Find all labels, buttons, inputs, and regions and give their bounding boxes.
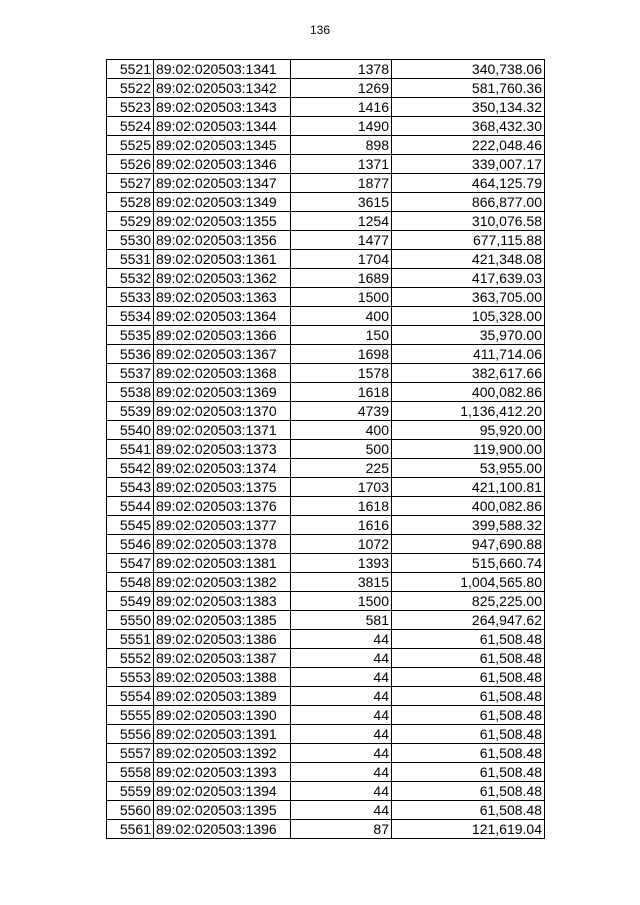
cadastral-value-table xyxy=(106,59,545,839)
area-cell: 1877 xyxy=(291,174,392,193)
area-cell: 1704 xyxy=(291,250,392,269)
cadastral-value-cell: 95,920.00 xyxy=(392,421,545,440)
cadastral-number-cell: 89:02:020503:1371 xyxy=(154,421,291,440)
cadastral-number-cell: 89:02:020503:1369 xyxy=(154,383,291,402)
table-row xyxy=(107,60,545,79)
row-number-cell: 5536 xyxy=(107,345,154,364)
row-number-cell: 5524 xyxy=(107,117,154,136)
table-row xyxy=(107,79,545,98)
row-number-cell: 5541 xyxy=(107,440,154,459)
cadastral-number-cell: 89:02:020503:1382 xyxy=(154,573,291,592)
cadastral-number-cell: 89:02:020503:1386 xyxy=(154,630,291,649)
area-cell: 3815 xyxy=(291,573,392,592)
area-cell: 44 xyxy=(291,801,392,820)
cadastral-value-cell: 515,660.74 xyxy=(392,554,545,573)
area-cell: 581 xyxy=(291,611,392,630)
cadastral-number-cell: 89:02:020503:1362 xyxy=(154,269,291,288)
cadastral-value-cell: 119,900.00 xyxy=(392,440,545,459)
area-cell: 44 xyxy=(291,649,392,668)
row-number-cell: 5554 xyxy=(107,687,154,706)
cadastral-number-cell: 89:02:020503:1347 xyxy=(154,174,291,193)
row-number-cell: 5560 xyxy=(107,801,154,820)
cadastral-value-cell: 61,508.48 xyxy=(392,801,545,820)
row-number-cell: 5538 xyxy=(107,383,154,402)
cadastral-value-cell: 310,076.58 xyxy=(392,212,545,231)
area-cell: 1269 xyxy=(291,79,392,98)
cadastral-number-cell: 89:02:020503:1374 xyxy=(154,459,291,478)
cadastral-value-cell: 61,508.48 xyxy=(392,630,545,649)
cadastral-number-cell: 89:02:020503:1387 xyxy=(154,649,291,668)
table-body xyxy=(107,60,545,839)
cadastral-value-cell: 866,877.00 xyxy=(392,193,545,212)
cadastral-value-cell: 421,100.81 xyxy=(392,478,545,497)
table-row xyxy=(107,117,545,136)
row-number-cell: 5561 xyxy=(107,820,154,839)
row-number-cell: 5540 xyxy=(107,421,154,440)
table-row xyxy=(107,136,545,155)
row-number-cell: 5544 xyxy=(107,497,154,516)
cadastral-number-cell: 89:02:020503:1391 xyxy=(154,725,291,744)
cadastral-number-cell: 89:02:020503:1370 xyxy=(154,402,291,421)
row-number-cell: 5543 xyxy=(107,478,154,497)
table-row xyxy=(107,611,545,630)
table-row xyxy=(107,592,545,611)
area-cell: 44 xyxy=(291,668,392,687)
table-row xyxy=(107,326,545,345)
cadastral-number-cell: 89:02:020503:1392 xyxy=(154,744,291,763)
table-row xyxy=(107,307,545,326)
cadastral-value-cell: 399,588.32 xyxy=(392,516,545,535)
table-row xyxy=(107,820,545,839)
cadastral-value-cell: 61,508.48 xyxy=(392,744,545,763)
area-cell: 225 xyxy=(291,459,392,478)
row-number-cell: 5546 xyxy=(107,535,154,554)
area-cell: 4739 xyxy=(291,402,392,421)
table-row xyxy=(107,554,545,573)
area-cell: 44 xyxy=(291,744,392,763)
area-cell: 1371 xyxy=(291,155,392,174)
cadastral-value-cell: 61,508.48 xyxy=(392,706,545,725)
area-cell: 1416 xyxy=(291,98,392,117)
table-row xyxy=(107,687,545,706)
area-cell: 1500 xyxy=(291,288,392,307)
cadastral-number-cell: 89:02:020503:1375 xyxy=(154,478,291,497)
area-cell: 1703 xyxy=(291,478,392,497)
cadastral-number-cell: 89:02:020503:1355 xyxy=(154,212,291,231)
table-row xyxy=(107,155,545,174)
table-row xyxy=(107,782,545,801)
table-row xyxy=(107,440,545,459)
cadastral-number-cell: 89:02:020503:1376 xyxy=(154,497,291,516)
cadastral-number-cell: 89:02:020503:1390 xyxy=(154,706,291,725)
cadastral-value-cell: 339,007.17 xyxy=(392,155,545,174)
cadastral-value-cell: 363,705.00 xyxy=(392,288,545,307)
row-number-cell: 5556 xyxy=(107,725,154,744)
table-row xyxy=(107,478,545,497)
cadastral-number-cell: 89:02:020503:1368 xyxy=(154,364,291,383)
table-row xyxy=(107,212,545,231)
cadastral-number-cell: 89:02:020503:1356 xyxy=(154,231,291,250)
area-cell: 3615 xyxy=(291,193,392,212)
row-number-cell: 5529 xyxy=(107,212,154,231)
row-number-cell: 5557 xyxy=(107,744,154,763)
cadastral-value-cell: 105,328.00 xyxy=(392,307,545,326)
table-row xyxy=(107,573,545,592)
cadastral-number-cell: 89:02:020503:1377 xyxy=(154,516,291,535)
cadastral-number-cell: 89:02:020503:1345 xyxy=(154,136,291,155)
cadastral-value-cell: 947,690.88 xyxy=(392,535,545,554)
cadastral-number-cell: 89:02:020503:1363 xyxy=(154,288,291,307)
cadastral-value-cell: 222,048.46 xyxy=(392,136,545,155)
table-row xyxy=(107,383,545,402)
area-cell: 400 xyxy=(291,307,392,326)
cadastral-value-cell: 421,348.08 xyxy=(392,250,545,269)
area-cell: 44 xyxy=(291,725,392,744)
cadastral-value-cell: 825,225.00 xyxy=(392,592,545,611)
area-cell: 44 xyxy=(291,706,392,725)
table-row xyxy=(107,763,545,782)
row-number-cell: 5522 xyxy=(107,79,154,98)
cadastral-number-cell: 89:02:020503:1385 xyxy=(154,611,291,630)
cadastral-value-cell: 61,508.48 xyxy=(392,725,545,744)
table-row xyxy=(107,364,545,383)
row-number-cell: 5551 xyxy=(107,630,154,649)
table-row xyxy=(107,269,545,288)
area-cell: 1616 xyxy=(291,516,392,535)
table-row xyxy=(107,98,545,117)
area-cell: 1689 xyxy=(291,269,392,288)
table-row xyxy=(107,345,545,364)
cadastral-number-cell: 89:02:020503:1396 xyxy=(154,820,291,839)
row-number-cell: 5552 xyxy=(107,649,154,668)
row-number-cell: 5533 xyxy=(107,288,154,307)
row-number-cell: 5535 xyxy=(107,326,154,345)
table-row xyxy=(107,535,545,554)
table-row xyxy=(107,516,545,535)
cadastral-value-cell: 264,947.62 xyxy=(392,611,545,630)
area-cell: 400 xyxy=(291,421,392,440)
cadastral-value-cell: 382,617.66 xyxy=(392,364,545,383)
table-row xyxy=(107,706,545,725)
area-cell: 44 xyxy=(291,630,392,649)
cadastral-number-cell: 89:02:020503:1378 xyxy=(154,535,291,554)
row-number-cell: 5559 xyxy=(107,782,154,801)
area-cell: 500 xyxy=(291,440,392,459)
cadastral-number-cell: 89:02:020503:1373 xyxy=(154,440,291,459)
row-number-cell: 5526 xyxy=(107,155,154,174)
table-row xyxy=(107,402,545,421)
table-row xyxy=(107,231,545,250)
area-cell: 1393 xyxy=(291,554,392,573)
row-number-cell: 5542 xyxy=(107,459,154,478)
area-cell: 1698 xyxy=(291,345,392,364)
cadastral-value-cell: 350,134.32 xyxy=(392,98,545,117)
table-row xyxy=(107,497,545,516)
cadastral-number-cell: 89:02:020503:1395 xyxy=(154,801,291,820)
row-number-cell: 5537 xyxy=(107,364,154,383)
table-row xyxy=(107,250,545,269)
cadastral-number-cell: 89:02:020503:1367 xyxy=(154,345,291,364)
table-row xyxy=(107,174,545,193)
cadastral-value-cell: 581,760.36 xyxy=(392,79,545,98)
cadastral-value-cell: 61,508.48 xyxy=(392,687,545,706)
table-row xyxy=(107,744,545,763)
table-row xyxy=(107,649,545,668)
area-cell: 1618 xyxy=(291,497,392,516)
row-number-cell: 5530 xyxy=(107,231,154,250)
cadastral-number-cell: 89:02:020503:1381 xyxy=(154,554,291,573)
cadastral-number-cell: 89:02:020503:1346 xyxy=(154,155,291,174)
area-cell: 44 xyxy=(291,763,392,782)
cadastral-number-cell: 89:02:020503:1343 xyxy=(154,98,291,117)
area-cell: 1254 xyxy=(291,212,392,231)
cadastral-number-cell: 89:02:020503:1388 xyxy=(154,668,291,687)
row-number-cell: 5528 xyxy=(107,193,154,212)
table-row xyxy=(107,193,545,212)
area-cell: 1578 xyxy=(291,364,392,383)
area-cell: 87 xyxy=(291,820,392,839)
cadastral-value-cell: 61,508.48 xyxy=(392,763,545,782)
row-number-cell: 5545 xyxy=(107,516,154,535)
row-number-cell: 5555 xyxy=(107,706,154,725)
cadastral-value-cell: 1,004,565.80 xyxy=(392,573,545,592)
area-cell: 150 xyxy=(291,326,392,345)
table-row xyxy=(107,459,545,478)
row-number-cell: 5534 xyxy=(107,307,154,326)
area-cell: 1618 xyxy=(291,383,392,402)
area-cell: 1378 xyxy=(291,60,392,79)
cadastral-value-cell: 61,508.48 xyxy=(392,668,545,687)
area-cell: 44 xyxy=(291,782,392,801)
table-row xyxy=(107,288,545,307)
cadastral-number-cell: 89:02:020503:1389 xyxy=(154,687,291,706)
cadastral-value-cell: 417,639.03 xyxy=(392,269,545,288)
table-row xyxy=(107,725,545,744)
cadastral-number-cell: 89:02:020503:1342 xyxy=(154,79,291,98)
row-number-cell: 5553 xyxy=(107,668,154,687)
cadastral-number-cell: 89:02:020503:1344 xyxy=(154,117,291,136)
cadastral-number-cell: 89:02:020503:1361 xyxy=(154,250,291,269)
cadastral-value-cell: 464,125.79 xyxy=(392,174,545,193)
cadastral-value-cell: 53,955.00 xyxy=(392,459,545,478)
cadastral-value-cell: 411,714.06 xyxy=(392,345,545,364)
cadastral-number-cell: 89:02:020503:1393 xyxy=(154,763,291,782)
cadastral-value-cell: 400,082.86 xyxy=(392,497,545,516)
cadastral-value-cell: 677,115.88 xyxy=(392,231,545,250)
cadastral-number-cell: 89:02:020503:1364 xyxy=(154,307,291,326)
cadastral-value-cell: 1,136,412.20 xyxy=(392,402,545,421)
table-row xyxy=(107,801,545,820)
cadastral-value-cell: 368,432.30 xyxy=(392,117,545,136)
area-cell: 1072 xyxy=(291,535,392,554)
area-cell: 1490 xyxy=(291,117,392,136)
table-row xyxy=(107,668,545,687)
cadastral-value-cell: 340,738.06 xyxy=(392,60,545,79)
row-number-cell: 5549 xyxy=(107,592,154,611)
row-number-cell: 5525 xyxy=(107,136,154,155)
cadastral-number-cell: 89:02:020503:1341 xyxy=(154,60,291,79)
cadastral-number-cell: 89:02:020503:1366 xyxy=(154,326,291,345)
area-cell: 1477 xyxy=(291,231,392,250)
area-cell: 898 xyxy=(291,136,392,155)
cadastral-number-cell: 89:02:020503:1394 xyxy=(154,782,291,801)
cadastral-value-cell: 35,970.00 xyxy=(392,326,545,345)
cadastral-value-cell: 61,508.48 xyxy=(392,649,545,668)
area-cell: 44 xyxy=(291,687,392,706)
row-number-cell: 5547 xyxy=(107,554,154,573)
row-number-cell: 5550 xyxy=(107,611,154,630)
table-row xyxy=(107,421,545,440)
row-number-cell: 5532 xyxy=(107,269,154,288)
row-number-cell: 5521 xyxy=(107,60,154,79)
row-number-cell: 5527 xyxy=(107,174,154,193)
page-number: 136 xyxy=(309,23,331,37)
row-number-cell: 5558 xyxy=(107,763,154,782)
table-row xyxy=(107,630,545,649)
cadastral-value-cell: 121,619.04 xyxy=(392,820,545,839)
cadastral-number-cell: 89:02:020503:1383 xyxy=(154,592,291,611)
row-number-cell: 5523 xyxy=(107,98,154,117)
cadastral-value-cell: 61,508.48 xyxy=(392,782,545,801)
cadastral-number-cell: 89:02:020503:1349 xyxy=(154,193,291,212)
row-number-cell: 5531 xyxy=(107,250,154,269)
row-number-cell: 5539 xyxy=(107,402,154,421)
row-number-cell: 5548 xyxy=(107,573,154,592)
cadastral-value-cell: 400,082.86 xyxy=(392,383,545,402)
area-cell: 1500 xyxy=(291,592,392,611)
